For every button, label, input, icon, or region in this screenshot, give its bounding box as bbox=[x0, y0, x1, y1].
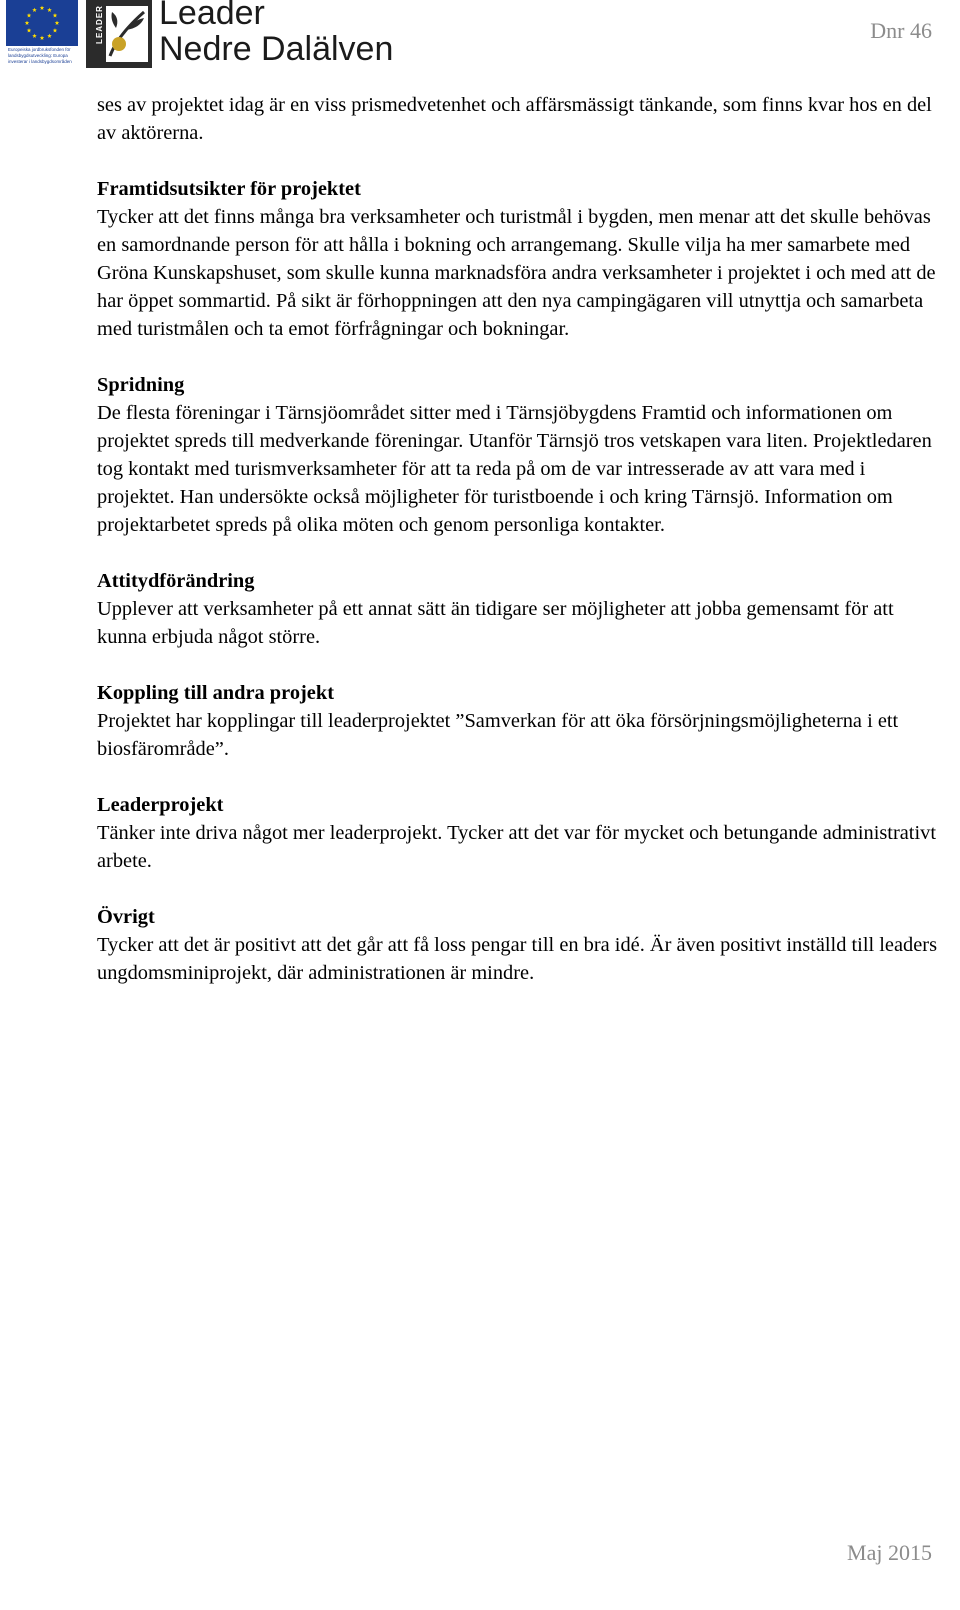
leader-vertical-text: LEADER bbox=[94, 5, 104, 44]
section-text-leaderprojekt: Tänker inte driva något mer leaderprojekt. Tycker att det var för mycket och betungande administrativt arbete. bbox=[97, 822, 936, 872]
section-text-ovrigt: Tycker att det är positivt att det går att få loss pengar till en bra idé. Är även positivt inställd till leaders ungdomsminiprojekt, där administrationen är mindre. bbox=[97, 934, 938, 984]
section-heading-leaderprojekt: Leaderprojekt bbox=[97, 794, 224, 816]
eu-star-icon bbox=[55, 21, 60, 25]
eu-star-icon bbox=[40, 6, 45, 10]
document-body bbox=[97, 91, 942, 987]
eu-star-icon bbox=[53, 28, 58, 32]
eu-star-icon bbox=[25, 21, 30, 25]
section-heading-koppling: Koppling till andra projekt bbox=[97, 682, 334, 704]
section-text-framtidsutsikter: Tycker att det finns många bra verksamheter och turistmål i bygden, men menar att det skulle behövas en samordnande person för att hålla i bokning och arrangemang. Skulle vilja ha mer samarbete med Gröna Kunskapshuset, som skulle kunna marknadsföra andra verksamheter i projektet i och med att de har öppet sommartid. På sikt är förhoppningen att den nya campingägaren vill utnyttja och samarbeta med turistmålen och ta emot förfrågningar och bokningar. bbox=[97, 206, 936, 340]
eu-logo bbox=[6, 0, 78, 72]
section-text-spridning: De flesta föreningar i Tärnsjöområdet sitter med i Tärnsjöbygdens Framtid och informationen om projektet spreds till medverkande föreningar. Utanför Tärnsjö tros vetskapen vara liten. Projektledaren tog kontakt med turismverksamheter för att ta reda på om de var intresserade av att vara med i projektet. Han undersökte också möjligheter för turistboende i och kring Tärnsjö. Information om projektarbetet spreds på olika möten och genom personliga kontakter. bbox=[97, 402, 932, 536]
document-number: Dnr 46 bbox=[870, 18, 932, 43]
section-text-koppling: Projektet har kopplingar till leaderprojektet ”Samverkan för att öka försörjningsmöjligheterna i ett biosfärområde”. bbox=[97, 710, 899, 760]
eu-star-icon bbox=[53, 13, 58, 17]
leader-logo bbox=[86, 0, 416, 72]
eu-star-icon bbox=[27, 13, 32, 17]
eu-star-icon bbox=[40, 36, 45, 40]
leader-title: Leader bbox=[159, 0, 265, 32]
eu-star-icon bbox=[47, 8, 52, 12]
section-heading-spridning: Spridning bbox=[97, 374, 185, 396]
leader-subtitle: Nedre Dalälven bbox=[159, 30, 394, 68]
eu-flag-icon bbox=[6, 0, 78, 46]
eu-star-icon bbox=[47, 34, 52, 38]
section-text-attitydforandring: Upplever att verksamheter på ett annat sätt än tidigare ser möjligheter att jobba gemensamt för att kunna erbjuda något större. bbox=[97, 598, 894, 648]
page-header bbox=[0, 0, 960, 75]
eu-star-icon bbox=[32, 34, 37, 38]
intro-paragraph: ses av projektet idag är en viss prismedvetenhet och affärsmässigt tänkande, som finns kvar hos en del av aktörerna. bbox=[97, 94, 932, 144]
section-heading-ovrigt: Övrigt bbox=[97, 906, 155, 928]
footer-date: Maj 2015 bbox=[847, 1540, 932, 1565]
eu-star-icon bbox=[27, 28, 32, 32]
section-heading-framtidsutsikter: Framtidsutsikter för projektet bbox=[97, 178, 361, 200]
eu-caption: Europeiska jordbruksfonden för landsbygdsutveckling: Europa investerar i landsbygdsområden bbox=[8, 47, 72, 64]
leader-mark-icon bbox=[86, 0, 152, 68]
section-heading-attitydforandring: Attitydförändring bbox=[97, 570, 255, 592]
eu-star-icon bbox=[32, 8, 37, 12]
